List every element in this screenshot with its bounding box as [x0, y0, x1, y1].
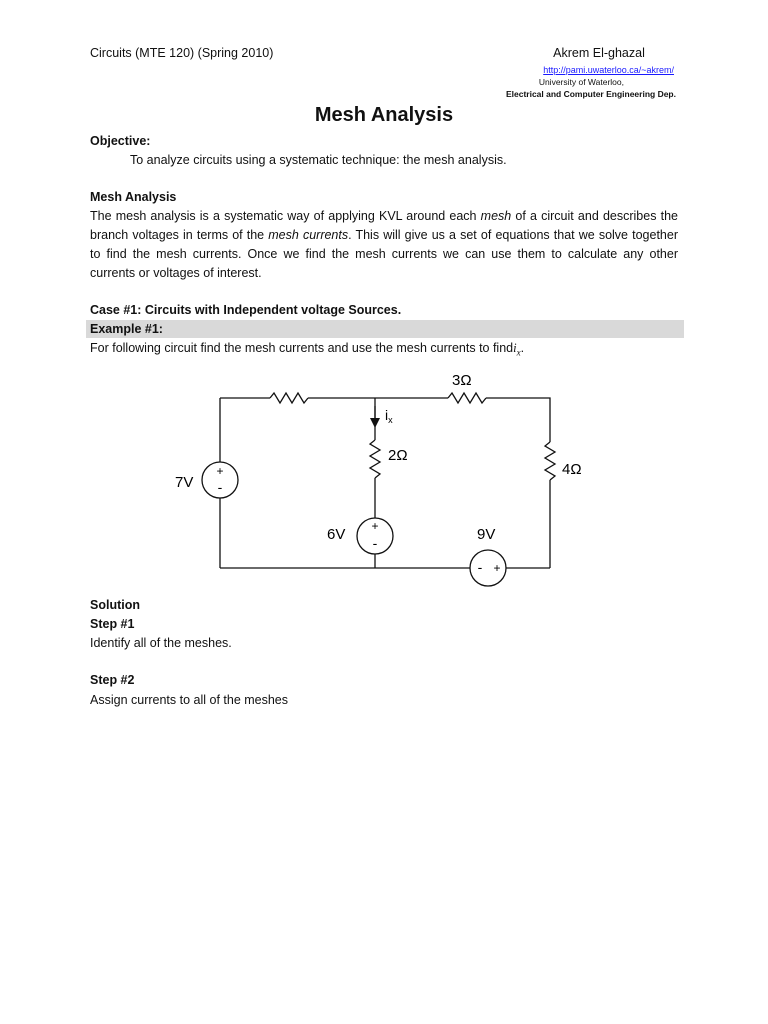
label-7v: 7V: [175, 474, 194, 491]
author-name: Akrem El-ghazal: [553, 46, 645, 60]
label-3ohm: 3Ω: [452, 372, 472, 389]
paragraph-text: The mesh analysis is a systematic way of applying KVL around each: [90, 209, 481, 223]
circuit-diagram: [170, 362, 610, 594]
step1-text: Identify all of the meshes.: [90, 636, 232, 650]
step1-label: Step #1: [90, 617, 135, 631]
label-2ohm: 2Ω: [388, 447, 408, 464]
mesh-analysis-paragraph: [90, 207, 678, 283]
step2-text: Assign currents to all of the meshes: [90, 693, 289, 707]
solution-heading: Solution: [90, 598, 140, 612]
course-header: Circuits (MTE 120) (Spring 2010): [90, 46, 274, 60]
step2-label: Step #2: [90, 673, 135, 687]
plus-sign-6v: +: [371, 519, 379, 533]
minus-sign-6v: -: [372, 535, 378, 551]
department-name: Electrical and Computer Engineering Dep.: [505, 89, 676, 99]
mesh-analysis-heading: Mesh Analysis: [90, 190, 177, 204]
voltage-source-9v: [470, 550, 506, 586]
label-6v: 6V: [327, 526, 346, 543]
objective-text: To analyze circuits using a systematic technique: the mesh analysis.: [130, 153, 507, 167]
label-4ohm: 4Ω: [562, 461, 582, 478]
minus-sign-7v: -: [217, 479, 223, 495]
label-9v: 9V: [477, 526, 496, 543]
resistor-2ohm: [370, 440, 380, 478]
prompt-variable: i: [513, 341, 517, 355]
page-title: Mesh Analysis: [314, 104, 454, 126]
example1-prompt: [90, 339, 678, 363]
resistor-top-left: [270, 393, 308, 403]
author-block: [416, 46, 676, 99]
prompt-end: .: [520, 341, 525, 355]
case1-heading: Case #1: Circuits with Independent voltage Sources.: [90, 303, 402, 317]
resistor-3ohm: [448, 393, 486, 403]
paragraph-text: of a circuit and describes the branch voltages in terms of the: [90, 209, 678, 242]
emphasis-mesh: mesh: [480, 209, 512, 223]
university-name: University of Waterloo,: [538, 77, 624, 87]
prompt-text: For following circuit find the mesh currents and use the mesh currents to find: [90, 341, 514, 355]
minus-sign-9v: -: [477, 559, 483, 575]
label-ix-subscript: x: [388, 415, 393, 425]
label-ix-main: i: [385, 407, 389, 423]
plus-sign-9v: +: [493, 561, 501, 575]
resistor-4ohm: [545, 442, 555, 480]
prompt-variable-subscript: x: [516, 347, 521, 358]
wire-top-right: [486, 398, 550, 442]
emphasis-mesh-currents: mesh currents: [268, 228, 349, 242]
current-arrow-head: [370, 418, 380, 428]
label-ix: [385, 407, 393, 425]
plus-sign-7v: +: [216, 464, 224, 478]
example1-label: Example #1:: [90, 322, 163, 336]
paragraph-text: . This will give us a set of equations that we solve together to find the mesh currents. Once we find the mesh currents we can use them to calculate any other currents or voltages of interest.: [90, 228, 678, 280]
author-url-link[interactable]: http://pami.uwaterloo.ca/~akrem/: [543, 65, 674, 75]
objective-heading: Objective:: [90, 134, 151, 148]
